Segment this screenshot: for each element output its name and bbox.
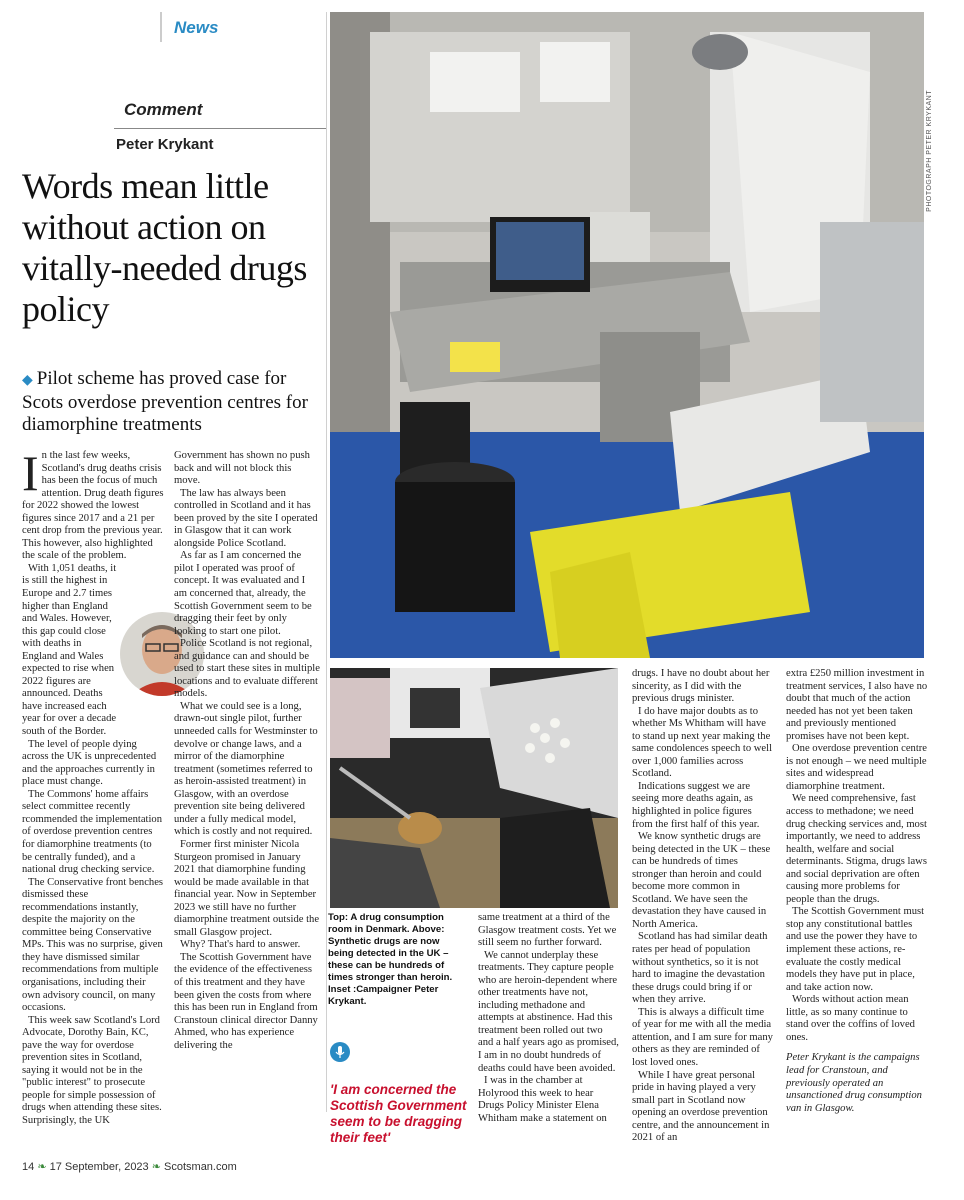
page-number: 14 bbox=[22, 1161, 35, 1173]
photo-caption: Top: A drug consumption room in Denmark. Above: Synthetic drugs are now being detected in the UK – these can be hundreds of times stronger than heroin. Inset :Campaigner Peter Krykant. bbox=[328, 912, 453, 1007]
site-name: Scotsman.com bbox=[164, 1161, 237, 1173]
paragraph: extra £250 million investment in treatment services, I also have no doubt that much of the action needed has not yet been taken and previously mentioned promises have not been kept. bbox=[786, 668, 928, 742]
paragraph: This is always a difficult time of year for me with all the media attention, and I am sure for many others as they are reminded of lost loved ones. bbox=[632, 1006, 773, 1068]
paragraph: I do have major doubts as to whether Ms Whitham will have to stand up next year making the same condolences speech to well over 1,000 families across Scotland. bbox=[632, 705, 773, 780]
paragraph: The Commons' home affairs select committee recently rcommended the implementation of overdose prevention centres for diamorphine treatments (to be centrally funded), and a national drug checking service. bbox=[22, 788, 163, 876]
headline: Words mean little without action on vitally-needed drugs policy bbox=[22, 166, 307, 329]
synthetic-drugs-photo bbox=[330, 668, 618, 908]
paragraph: We know synthetic drugs are being detected in the UK – these can be hundreds of times stronger than heroin and could become more common in Scotland. We have seen the devastation they have caused in North America. bbox=[632, 831, 771, 930]
paragraph: I was in the chamber at Holyrood this week to hear Drugs Policy Minister Elena Whitham make a statement on bbox=[478, 1075, 607, 1124]
drug-consumption-room-photo bbox=[330, 12, 924, 658]
microphone-icon bbox=[330, 1042, 350, 1062]
paragraph: Scotland has had similar death rates per head of population without synthetics, so it is not hard to imagine the devastation these drugs could bring if or when they arrive. bbox=[632, 931, 768, 1006]
inset-photo bbox=[330, 668, 618, 908]
article-column-4 bbox=[632, 668, 774, 1145]
photo-credit: PHOTOGRAPH PETER KRYKANT bbox=[926, 90, 933, 212]
paragraph: In the last few weeks, Scotland's drug deaths crisis has been the focus of much attention. Drug death figures for 2022 showed the lowest figures since 2017 and a 21 per cent drop from the previous year. This however, also highlighted the scale of the problem. bbox=[22, 445, 164, 562]
standfirst-text: Pilot scheme has proved case for Scots overdose prevention centres for diamorphine treatments bbox=[22, 368, 308, 435]
leaf-icon: ❧ bbox=[37, 1161, 47, 1173]
drop-cap: I bbox=[22, 445, 39, 501]
article-column-3 bbox=[478, 912, 620, 1125]
paragraph: drugs. I have no doubt about her sincerity, as I did with the previous drugs minister. bbox=[632, 668, 770, 705]
paragraph: The law has always been controlled in Scotland and it has been proved by the site I operated in Glasgow that it can work alongside Police Scotland. bbox=[174, 487, 318, 549]
paragraph: We cannot underplay these treatments. They capture people who are heroin-dependent where other treatments have not, including methadone and attempts at abstinence. Had this treatment been rolled out two and a half years ago as promised, I am in no doubt hundreds of deaths could have been avoided. bbox=[478, 949, 619, 1074]
paragraph: The Scottish Government must stop any constitutional battles and use the power they have to implement these actions, re-evaluate the costly medical models they have put in place, and take action now. bbox=[786, 906, 925, 993]
paragraph: One overdose prevention centre is not enough – we need multiple sites and widespread diamorphine treatment. bbox=[786, 743, 928, 792]
leaf-icon: ❧ bbox=[151, 1161, 161, 1173]
kicker-rule bbox=[114, 128, 326, 129]
author-byline: Peter Krykant bbox=[116, 136, 214, 153]
standfirst bbox=[22, 368, 322, 436]
pull-quote: 'I am concerned the Scottish Government seem to be dragging their feet' bbox=[330, 1082, 467, 1145]
page-footer bbox=[22, 1160, 237, 1173]
paragraph: The Conservative front benches dismissed these recommendations instantly, despite the majority on the committee being Conservative MPs. This was no surprise, given they have dismissed similar recommendations from multiple organisations, including their own advisory council, on many occasions. bbox=[22, 876, 164, 1014]
article-column-5 bbox=[786, 668, 928, 1115]
paragraph: The level of people dying across the UK is unprecedented and the approaches currently in place must change. bbox=[22, 738, 157, 788]
paragraph: While I have great personal pride in having played a very small part in Scotland now opening an overdose prevention centre, and the announcement in 2021 of an bbox=[632, 1069, 770, 1144]
section-divider bbox=[160, 12, 162, 42]
paragraph: Why? That's hard to answer. bbox=[180, 939, 301, 951]
paragraph: Words without action mean little, as so many continue to stand over the coffins of loved ones. bbox=[786, 994, 915, 1043]
paragraph: As far as I am concerned the pilot I operated was proof of concept. It was evaluated and I am concerned that, already, the Scottish Government seem to be dragging their feet by only looking to start one pilot. bbox=[174, 550, 312, 637]
column-divider bbox=[326, 12, 327, 1112]
paragraph: What we could see is a long, drawn-out single pilot, further unneeded calls for Westminster to devolve or change laws, and a mirror of the diamorphine treatment (sometimes referred to as heroin-assisted treatment) in Glasgow, with an overdose prevention site being delivered under a fully medical model, which is costly and not required. bbox=[174, 700, 318, 838]
issue-date: 17 September, 2023 bbox=[49, 1161, 149, 1173]
author-bio: Peter Krykant is the campaigns lead for Cranstoun, and previously operated an unsanctioned drug consumption van in Glasgow. bbox=[786, 1052, 922, 1114]
paragraph: same treatment at a third of the Glasgow treatment costs. Yet we still seem no further forward. bbox=[478, 912, 617, 949]
section-label: News bbox=[174, 18, 219, 37]
paragraph: We need comprehensive, fast access to methadone; we need drug checking services and, most importantly, we need to address health, welfare and social determinants. Stigma, drugs laws and social deprivation are often causing more problems for people than the drugs. bbox=[786, 793, 927, 905]
paragraph: Former first minister Nicola Sturgeon promised in January 2021 that diamorphine funding would be made available in that financial year. Now in September 2023 we still have no further diamorphine treatment outside the small Glasgow project. bbox=[174, 838, 320, 938]
paragraph: Police Scotland is not regional, and guidance can and should be used to start these sites in multiple locations and to evaluate different models. bbox=[174, 638, 320, 700]
main-photo bbox=[330, 12, 924, 658]
paragraph: This week saw Scotland's Lord Advocate, Dorothy Bain, KC, pave the way for overdose prevention sites in Scotland, saying it would not be in the "public interest" to prosecute people for simple possession of drugs when attending these sites. Surprisingly, the UK bbox=[22, 1014, 162, 1126]
diamond-icon: ◆ bbox=[22, 373, 33, 388]
kicker-label: Comment bbox=[124, 100, 203, 119]
article-column-2 bbox=[174, 450, 320, 1052]
paragraph: Indications suggest we are seeing more deaths again, as highlighted in police figures from the first half of this year. bbox=[632, 780, 760, 830]
article-column-1 bbox=[22, 445, 164, 1128]
paragraph: With 1,051 deaths, it is still the highest in Europe and 2.7 times higher than England and Wales. However, this gap could close with deaths in England and Wales expected to rise when 2022 figures are announced. Deaths have increased each year for over a decade south of the Border. bbox=[22, 562, 117, 738]
paragraph: Government has shown no push back and will not block this move. bbox=[174, 450, 310, 487]
paragraph: The Scottish Government have the evidence of the effectiveness of this treatment and they have been given the costs from where this has been run in England from Cranstoun clinical director Danny Ahmed, who has experience delivering the bbox=[174, 951, 318, 1051]
